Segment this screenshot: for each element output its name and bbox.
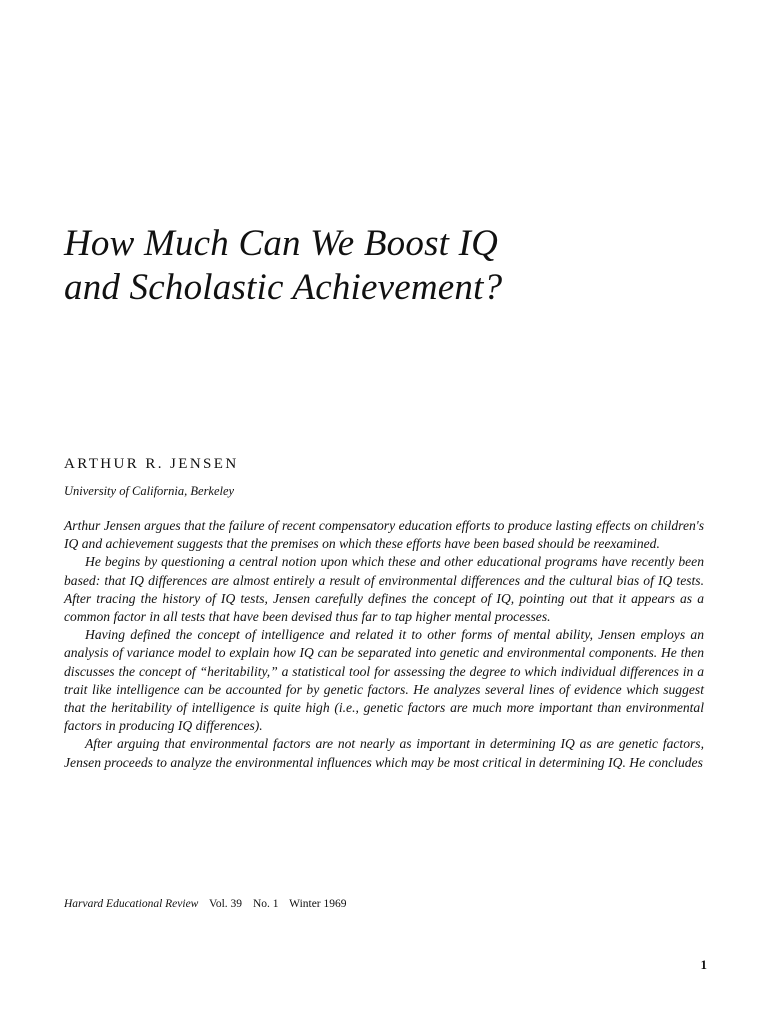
journal-volume: Vol. 39 [209, 898, 243, 910]
author-name: ARTHUR R. JENSEN [64, 456, 239, 472]
article-title-line-1: How Much Can We Boost IQ [64, 223, 499, 264]
journal-number: No. 1 [252, 898, 279, 910]
article-title [64, 222, 704, 310]
abstract [64, 517, 704, 772]
journal-footer [64, 898, 347, 910]
journal-name: Harvard Educational Review [64, 898, 199, 910]
article-title-line-2: and Scholastic Achievement? [64, 267, 503, 308]
author-affiliation: University of California, Berkeley [64, 484, 235, 498]
abstract-paragraph-3: Having defined the concept of intelligence and related it to other forms of mental ability, Jensen employs an analysis of variance model to explain how IQ can be separated into genetic and environmental components. He then discusses the concept of “heritability,” a statistical tool for assessing the degree to which individual differences in a trait like intelligence can be accounted for by genetic factors. He analyzes several lines of evidence which suggest that the heritability of intelligence is quite high (i.e., genetic factors are much more important than environmental factors in producing IQ differences). [64, 627, 704, 734]
abstract-paragraph-1: Arthur Jensen argues that the failure of recent compensatory education efforts to produce lasting effects on children's IQ and achievement suggests that the premises on which these efforts have been based should be reexamined. [64, 518, 704, 552]
page-number: 1 [700, 957, 707, 972]
abstract-paragraph-2: He begins by questioning a central notion upon which these and other educational programs have recently been based: that IQ differences are almost entirely a result of environmental differences and the cultural bias of IQ tests. After tracing the history of IQ tests, Jensen carefully defines the concept of IQ, pointing out that it appears as a common factor in all tests that have been devised thus far to tap higher mental processes. [64, 554, 704, 625]
abstract-paragraph-4: After arguing that environmental factors are not nearly as important in determining IQ as are genetic factors, Jensen proceeds to analyze the environmental influences which may be most critical in determining IQ. He concludes [64, 736, 704, 770]
journal-issue-date: Winter 1969 [289, 898, 347, 910]
